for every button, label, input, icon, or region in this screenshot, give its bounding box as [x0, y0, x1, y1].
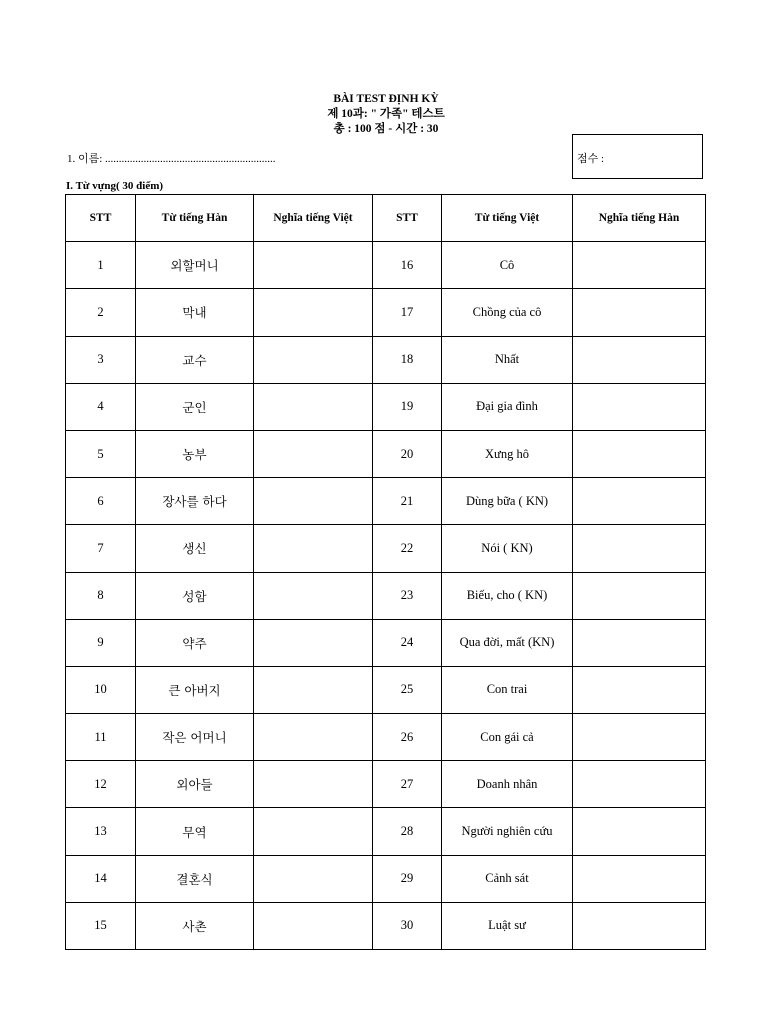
korean-word-cell: 약주 [136, 619, 254, 666]
table-row [66, 525, 706, 572]
row-number-right: 22 [373, 525, 442, 572]
korean-meaning-answer-cell[interactable] [573, 666, 706, 713]
vietnamese-word-cell: Nhất [442, 336, 573, 383]
vietnamese-word-cell: Nói ( KN) [442, 525, 573, 572]
korean-word-cell: 큰 아버지 [136, 666, 254, 713]
header-vietnamese-meaning: Nghĩa tiếng Việt [254, 195, 373, 242]
header-stt-left: STT [66, 195, 136, 242]
korean-meaning-answer-cell[interactable] [573, 383, 706, 430]
korean-word-cell: 무역 [136, 808, 254, 855]
row-number-left: 1 [66, 242, 136, 289]
korean-word-cell: 외아들 [136, 761, 254, 808]
row-number-right: 25 [373, 666, 442, 713]
korean-word-cell: 군인 [136, 383, 254, 430]
vietnamese-word-cell: Con trai [442, 666, 573, 713]
table-row [66, 478, 706, 525]
korean-meaning-answer-cell[interactable] [573, 855, 706, 902]
vietnamese-word-cell: Cảnh sát [442, 855, 573, 902]
vietnamese-meaning-answer-cell[interactable] [254, 289, 373, 336]
row-number-right: 16 [373, 242, 442, 289]
row-number-left: 7 [66, 525, 136, 572]
table-row [66, 289, 706, 336]
table-row [66, 855, 706, 902]
row-number-right: 23 [373, 572, 442, 619]
korean-meaning-answer-cell[interactable] [573, 619, 706, 666]
korean-meaning-answer-cell[interactable] [573, 761, 706, 808]
header-korean-word: Từ tiếng Hàn [136, 195, 254, 242]
korean-meaning-answer-cell[interactable] [573, 572, 706, 619]
table-row [66, 430, 706, 477]
row-number-right: 17 [373, 289, 442, 336]
korean-word-cell: 성함 [136, 572, 254, 619]
row-number-right: 19 [373, 383, 442, 430]
korean-word-cell: 결혼식 [136, 855, 254, 902]
row-number-left: 13 [66, 808, 136, 855]
table-row [66, 572, 706, 619]
table-row [66, 336, 706, 383]
header-stt-right: STT [373, 195, 442, 242]
row-number-left: 5 [66, 430, 136, 477]
vietnamese-word-cell: Cô [442, 242, 573, 289]
korean-meaning-answer-cell[interactable] [573, 902, 706, 949]
table-row [66, 666, 706, 713]
vietnamese-meaning-answer-cell[interactable] [254, 761, 373, 808]
lesson-title: 제 10과: " 가족" 테스트 [327, 108, 445, 120]
korean-word-cell: 외할머니 [136, 242, 254, 289]
row-number-right: 20 [373, 430, 442, 477]
korean-meaning-answer-cell[interactable] [573, 289, 706, 336]
section-title: I. Từ vựng( 30 điểm) [66, 180, 164, 192]
korean-word-cell: 작은 어머니 [136, 714, 254, 761]
korean-meaning-answer-cell[interactable] [573, 808, 706, 855]
header-vietnamese-word: Từ tiếng Việt [442, 195, 573, 242]
vietnamese-meaning-answer-cell[interactable] [254, 666, 373, 713]
row-number-right: 21 [373, 478, 442, 525]
row-number-right: 27 [373, 761, 442, 808]
korean-word-cell: 생신 [136, 525, 254, 572]
vocabulary-table [65, 194, 706, 950]
table-row [66, 242, 706, 289]
vietnamese-word-cell: Qua đời, mất (KN) [442, 619, 573, 666]
table-row [66, 714, 706, 761]
row-number-right: 30 [373, 902, 442, 949]
vietnamese-meaning-answer-cell[interactable] [254, 242, 373, 289]
vietnamese-meaning-answer-cell[interactable] [254, 619, 373, 666]
vietnamese-word-cell: Doanh nhân [442, 761, 573, 808]
row-number-right: 24 [373, 619, 442, 666]
row-number-left: 11 [66, 714, 136, 761]
korean-word-cell: 농부 [136, 430, 254, 477]
row-number-right: 29 [373, 855, 442, 902]
test-title: BÀI TEST ĐỊNH KỲ [333, 93, 439, 105]
row-number-right: 18 [373, 336, 442, 383]
table-row [66, 808, 706, 855]
row-number-left: 2 [66, 289, 136, 336]
vietnamese-meaning-answer-cell[interactable] [254, 383, 373, 430]
row-number-left: 3 [66, 336, 136, 383]
vietnamese-word-cell: Biếu, cho ( KN) [442, 572, 573, 619]
table-header-row [66, 195, 706, 242]
row-number-left: 8 [66, 572, 136, 619]
vietnamese-meaning-answer-cell[interactable] [254, 430, 373, 477]
korean-word-cell: 막내 [136, 289, 254, 336]
table-row [66, 383, 706, 430]
table-row [66, 902, 706, 949]
row-number-left: 15 [66, 902, 136, 949]
row-number-left: 9 [66, 619, 136, 666]
name-field[interactable]: 1. 이름: .............................................................. [67, 153, 276, 165]
korean-meaning-answer-cell[interactable] [573, 525, 706, 572]
score-label: 점수 : [577, 153, 605, 165]
row-number-left: 10 [66, 666, 136, 713]
vietnamese-meaning-answer-cell[interactable] [254, 902, 373, 949]
row-number-right: 26 [373, 714, 442, 761]
table-row [66, 619, 706, 666]
vietnamese-word-cell: Chồng của cô [442, 289, 573, 336]
korean-word-cell: 장사를 하다 [136, 478, 254, 525]
korean-meaning-answer-cell[interactable] [573, 242, 706, 289]
vietnamese-word-cell: Đại gia đình [442, 383, 573, 430]
vietnamese-meaning-answer-cell[interactable] [254, 714, 373, 761]
document-header [0, 92, 768, 137]
korean-word-cell: 사촌 [136, 902, 254, 949]
table-row [66, 761, 706, 808]
row-number-left: 6 [66, 478, 136, 525]
row-number-left: 12 [66, 761, 136, 808]
vietnamese-word-cell: Người nghiên cứu [442, 808, 573, 855]
vietnamese-word-cell: Luật sư [442, 902, 573, 949]
score-time-info: 총 : 100 점 - 시간 : 30 [333, 123, 439, 135]
vietnamese-meaning-answer-cell[interactable] [254, 336, 373, 383]
korean-meaning-answer-cell[interactable] [573, 714, 706, 761]
vietnamese-meaning-answer-cell[interactable] [254, 572, 373, 619]
vietnamese-meaning-answer-cell[interactable] [254, 808, 373, 855]
header-korean-meaning: Nghĩa tiếng Hàn [573, 195, 706, 242]
vietnamese-meaning-answer-cell[interactable] [254, 525, 373, 572]
korean-meaning-answer-cell[interactable] [573, 478, 706, 525]
korean-meaning-answer-cell[interactable] [573, 336, 706, 383]
row-number-left: 4 [66, 383, 136, 430]
vietnamese-meaning-answer-cell[interactable] [254, 855, 373, 902]
vietnamese-word-cell: Xưng hô [442, 430, 573, 477]
korean-meaning-answer-cell[interactable] [573, 430, 706, 477]
vietnamese-word-cell: Dùng bữa ( KN) [442, 478, 573, 525]
vietnamese-meaning-answer-cell[interactable] [254, 478, 373, 525]
row-number-right: 28 [373, 808, 442, 855]
vietnamese-word-cell: Con gái cả [442, 714, 573, 761]
row-number-left: 14 [66, 855, 136, 902]
korean-word-cell: 교수 [136, 336, 254, 383]
